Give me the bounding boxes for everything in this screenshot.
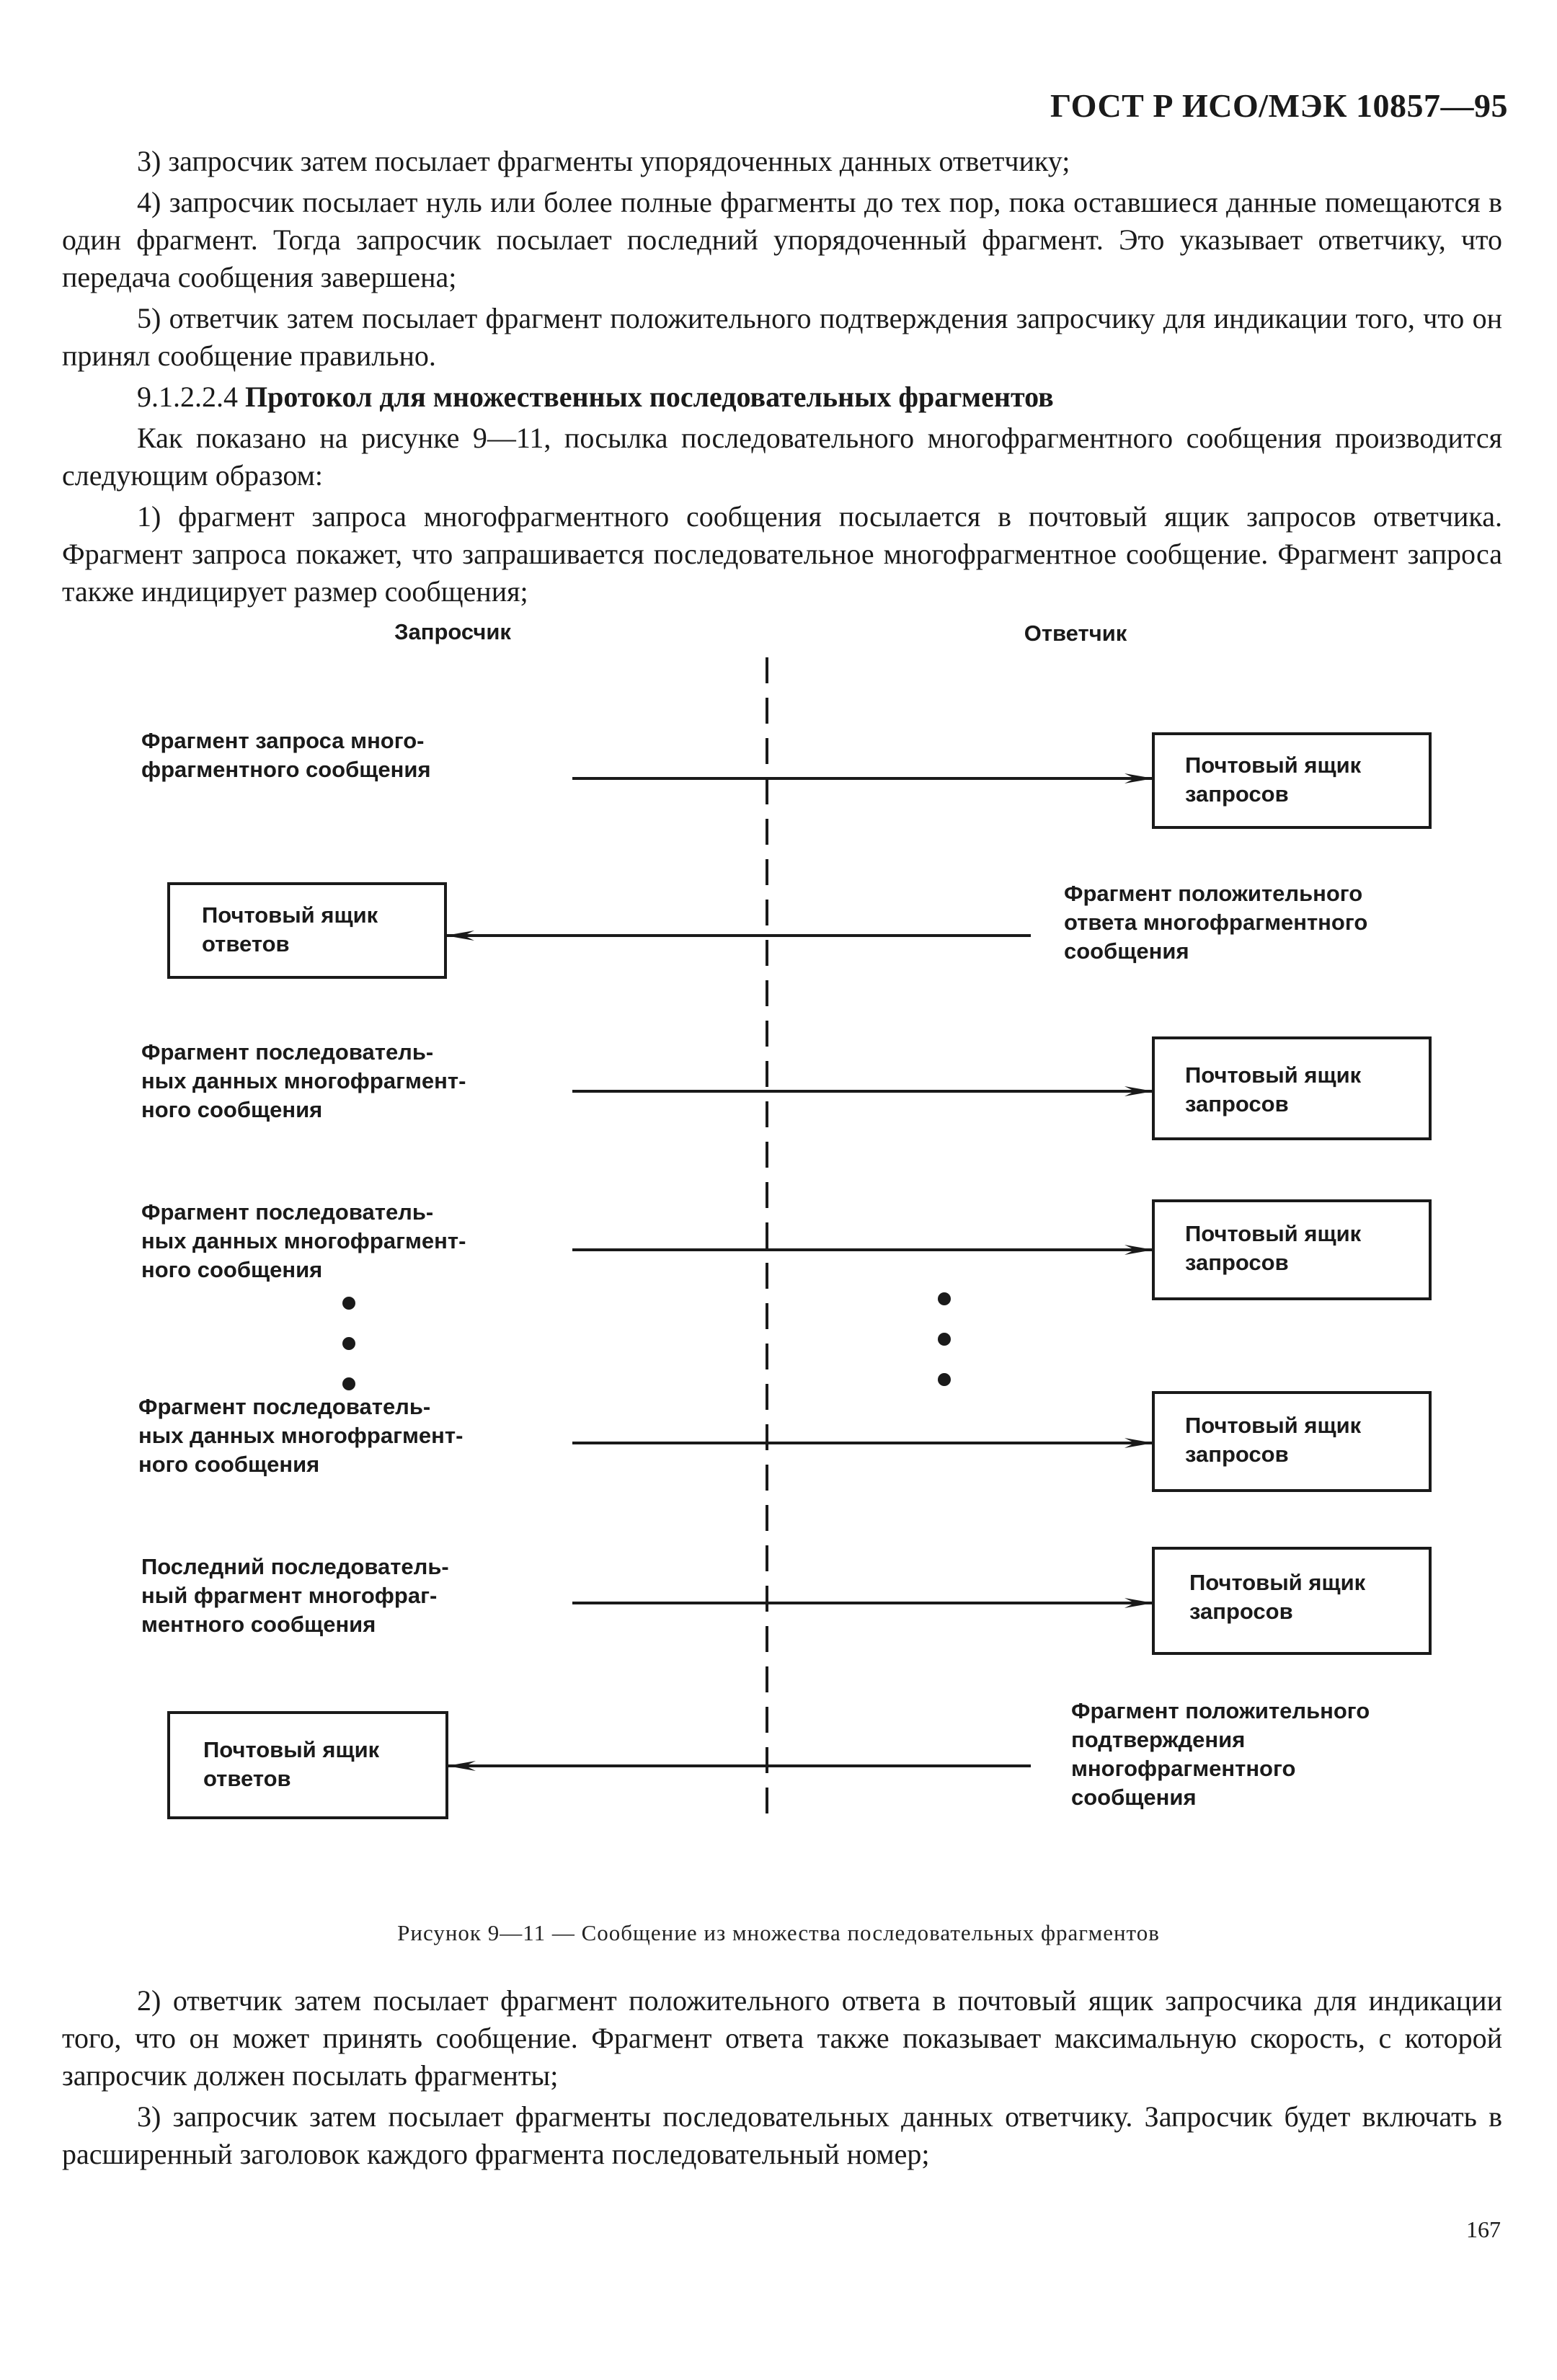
mailbox-box <box>169 884 445 977</box>
section-number: 9.1.2.2.4 <box>137 381 238 413</box>
message-label: Фрагмент последователь-ных данных многофрагмент-ного сообщения <box>138 1394 463 1477</box>
message-label: Фрагмент положительного ответа многофрагментного сообщения <box>1064 881 1368 964</box>
column-header-requester: Запросчик <box>394 619 511 644</box>
mailbox-label: Почтовый ящик запросов <box>1185 1062 1362 1116</box>
message-row-7 <box>169 1698 1370 1818</box>
body-text-top <box>62 143 1502 614</box>
paragraph: 2) ответчик затем посылает фрагмент положительного ответа в почтовый ящик запросчика для индикации того, что он может принять сообщение. Фрагмент ответа также показывает максимальную скорость, с которой запросчик должен посылать фрагменты; <box>62 1984 1502 2092</box>
figure-caption: Рисунок 9—11 — Сообщение из множества последовательных фрагментов <box>397 1920 1160 1945</box>
message-row-3 <box>141 1038 1430 1139</box>
continuation-dot <box>938 1333 951 1346</box>
message-label: Фрагмент положительного подтверждения многофрагментного сообщения <box>1071 1698 1370 1810</box>
mailbox-label: Почтовый ящик запросов <box>1185 752 1362 807</box>
mailbox-label: Почтовый ящик запросов <box>1185 1413 1362 1467</box>
mailbox-label: Почтовый ящик ответов <box>203 1737 380 1791</box>
paragraph: 3) запросчик затем посылает фрагменты упорядоченных данных ответчику; <box>137 145 1070 177</box>
body-text-bottom <box>62 1982 1502 2177</box>
message-row-5 <box>138 1393 1430 1491</box>
continuation-dot <box>342 1337 355 1350</box>
continuation-dot <box>938 1373 951 1386</box>
mailbox-label: Почтовый ящик ответов <box>202 902 378 956</box>
message-row-1 <box>141 728 1430 827</box>
ellipsis-right <box>938 1292 951 1386</box>
mailbox-box <box>169 1713 447 1818</box>
message-label: Фрагмент последователь-ных данных многофрагмент-ного сообщения <box>141 1199 466 1282</box>
column-header-responder: Ответчик <box>1024 621 1127 646</box>
message-row-4 <box>141 1199 1430 1299</box>
paragraph: 3) запросчик затем посылает фрагменты последовательных данных ответчику. Запросчик будет включать в расширенный заголовок каждого фрагмента последовательный номер; <box>62 2100 1502 2170</box>
page-header: ГОСТ Р ИСО/МЭК 10857—95 <box>1050 87 1508 124</box>
mailbox-label: Почтовый ящик запросов <box>1185 1221 1362 1275</box>
paragraph: 1) фрагмент запроса многофрагментного сообщения посылается в почтовый ящик запросов ответчика. Фрагмент запроса покажет, что запрашивается последовательное многофрагментное сообщение. Фрагмент запроса также индицирует размер сообщения; <box>62 500 1502 608</box>
message-label: Фрагмент последователь-ных данных многофрагмент-ного сообщения <box>141 1039 466 1122</box>
mailbox-box <box>1153 734 1430 827</box>
page-number: 167 <box>1466 2216 1501 2242</box>
section-title: Протокол для множественных последовательных фрагментов <box>245 381 1054 413</box>
message-label: Последний последователь-ный фрагмент многофраг-ментного сообщения <box>141 1554 449 1637</box>
paragraph: Как показано на рисунке 9—11, посылка последовательного многофрагментного сообщения производится следующим образом: <box>62 422 1502 492</box>
message-row-6 <box>141 1548 1430 1653</box>
continuation-dot <box>938 1292 951 1305</box>
mailbox-box <box>1153 1038 1430 1139</box>
paragraph: 4) запросчик посылает нуль или более полные фрагменты до тех пор, пока оставшиеся данные помещаются в один фрагмент. Тогда запросчик посылает последний упорядоченный фрагмент. Это указывает ответчику, что передача сообщения завершена; <box>62 186 1502 293</box>
section-heading <box>62 378 1502 416</box>
message-label: Фрагмент запроса много-фрагментного сообщения <box>141 728 431 782</box>
ellipsis-left <box>342 1297 355 1390</box>
paragraph: 5) ответчик затем посылает фрагмент положительного подтверждения запросчику для индикации того, что он принял сообщение правильно. <box>62 302 1502 372</box>
continuation-dot <box>342 1297 355 1310</box>
continuation-dot <box>342 1377 355 1390</box>
sequence-diagram <box>0 613 1557 1845</box>
mailbox-label: Почтовый ящик запросов <box>1189 1570 1366 1624</box>
